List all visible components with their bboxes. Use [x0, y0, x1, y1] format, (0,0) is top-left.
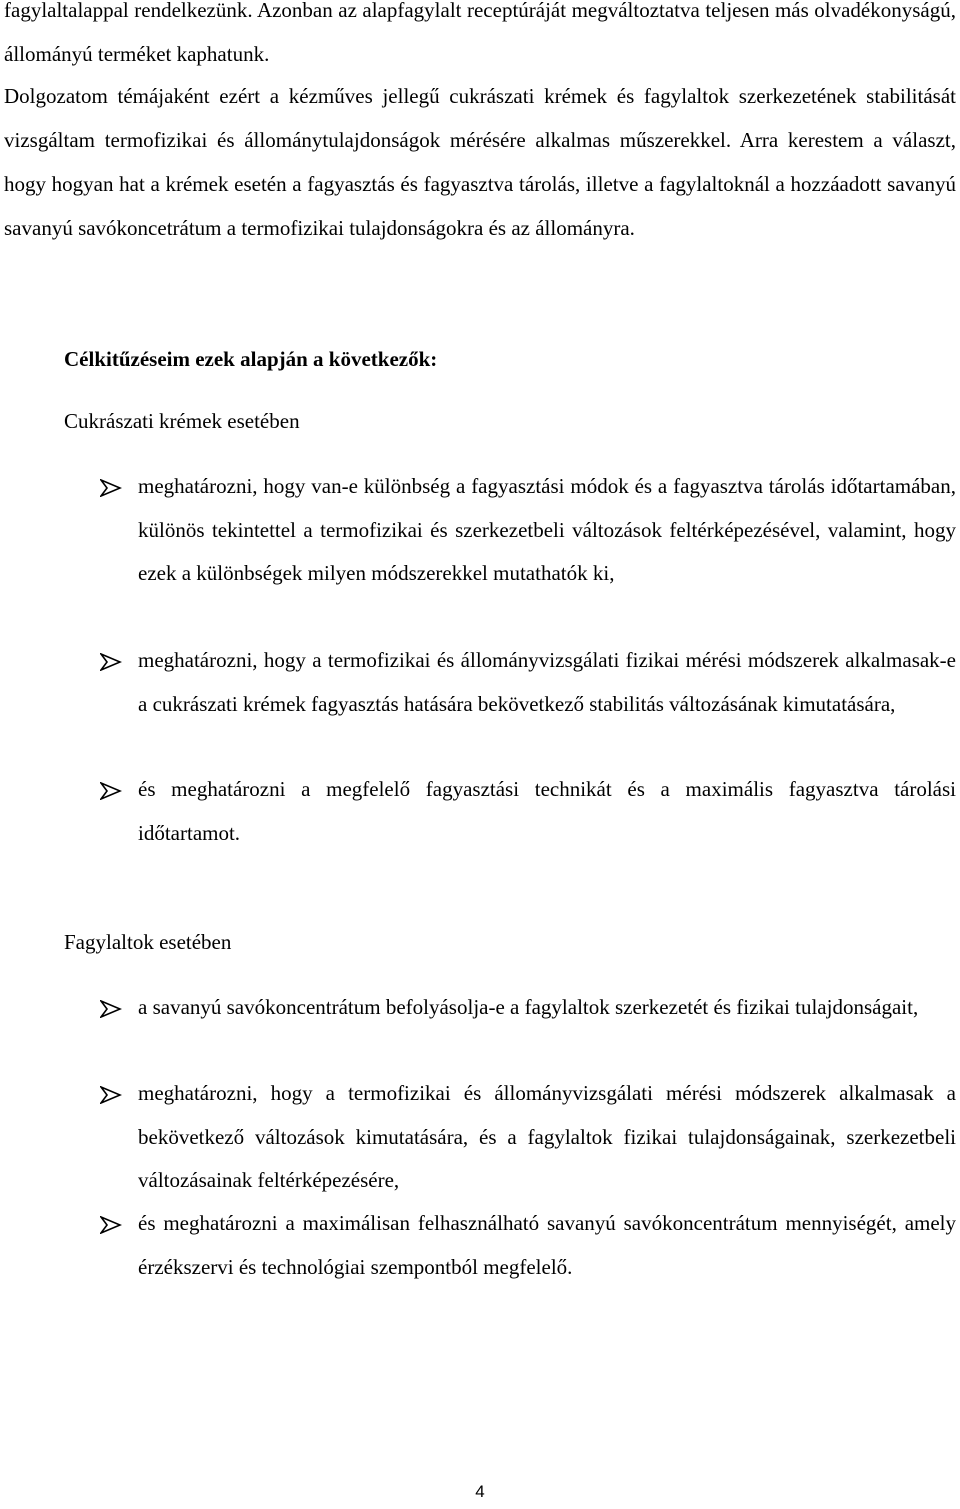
icecream-bullet-list [0, 986, 960, 1289]
arrow-bullet-icon [100, 1000, 122, 1018]
list-item [0, 639, 960, 768]
arrow-bullet-icon [100, 782, 122, 800]
icecream-subheading: Fagylaltok esetében [64, 930, 232, 954]
list-item [0, 465, 960, 639]
objectives-heading: Célkitűzéseim ezek alapján a következők: [64, 347, 438, 371]
list-item [0, 1202, 960, 1289]
creams-bullet-list [0, 465, 960, 855]
icecream-bullet-text: meghatározni, hogy a termofizikai és állományvizsgálati mérési módszerek alkalmasak a bekövetkező változások kimutatására, és a fagylaltok fizikai tulajdonságainak, szerkezetbeli változásainak feltérképezésére, [138, 1081, 956, 1192]
thesis-paragraph: Dolgozatom témájaként ezért a kézműves jellegű cukrászati krémek és fagylaltok szerkezetének stabilitását vizsgáltam termofizikai és állománytulajdonságok mérésére alkalmas műszerekkel. Arra kerestem a választ, hogy hogyan hat a krémek esetén a fagyasztás és fagyasztva tárolás, illetve a fagylaltoknál a hozzáadott savanyú savanyú savókoncetrátum a termofizikai tulajdonságokra és az állományra. [4, 84, 956, 240]
icecream-bullet-text: a savanyú savókoncentrátum befolyásolja-e a fagylaltok szerkezetét és fizikai tulajdonságait, [138, 995, 919, 1019]
intro-paragraph: fagylaltalappal rendelkezünk. Azonban az alapfagylalt receptúráját megváltoztatva teljesen más olvadékonyságú, állományú terméket kaphatunk. [4, 0, 956, 66]
arrow-bullet-icon [100, 479, 122, 497]
creams-bullet-text: és meghatározni a megfelelő fagyasztási technikát és a maximális fagyasztva tárolási időtartamot. [138, 777, 956, 845]
list-item [0, 986, 960, 1072]
arrow-bullet-icon [100, 1216, 122, 1234]
page-number: 4 [475, 1482, 485, 1501]
arrow-bullet-icon [100, 653, 122, 671]
creams-bullet-text: meghatározni, hogy a termofizikai és állományvizsgálati fizikai mérési módszerek alkalmasak-e a cukrászati krémek fagyasztás hatására bekövetkező stabilitás változásának kimutatására, [138, 648, 956, 716]
arrow-bullet-icon [100, 1086, 122, 1104]
icecream-bullet-text: és meghatározni a maximálisan felhasználható savanyú savókoncentrátum mennyiségét, amely érzékszervi és technológiai szempontból megfelelő. [138, 1211, 956, 1279]
creams-subheading: Cukrászati krémek esetében [64, 409, 300, 433]
list-item [0, 1072, 960, 1202]
list-item [0, 768, 960, 855]
creams-bullet-text: meghatározni, hogy van-e különbség a fagyasztási módok és a fagyasztva tárolás időtartamában, különös tekintettel a termofizikai és szerkezetbeli változások feltérképezésével, valamint, hogy ezek a különbségek milyen módszerekkel mutathatók ki, [138, 474, 956, 585]
